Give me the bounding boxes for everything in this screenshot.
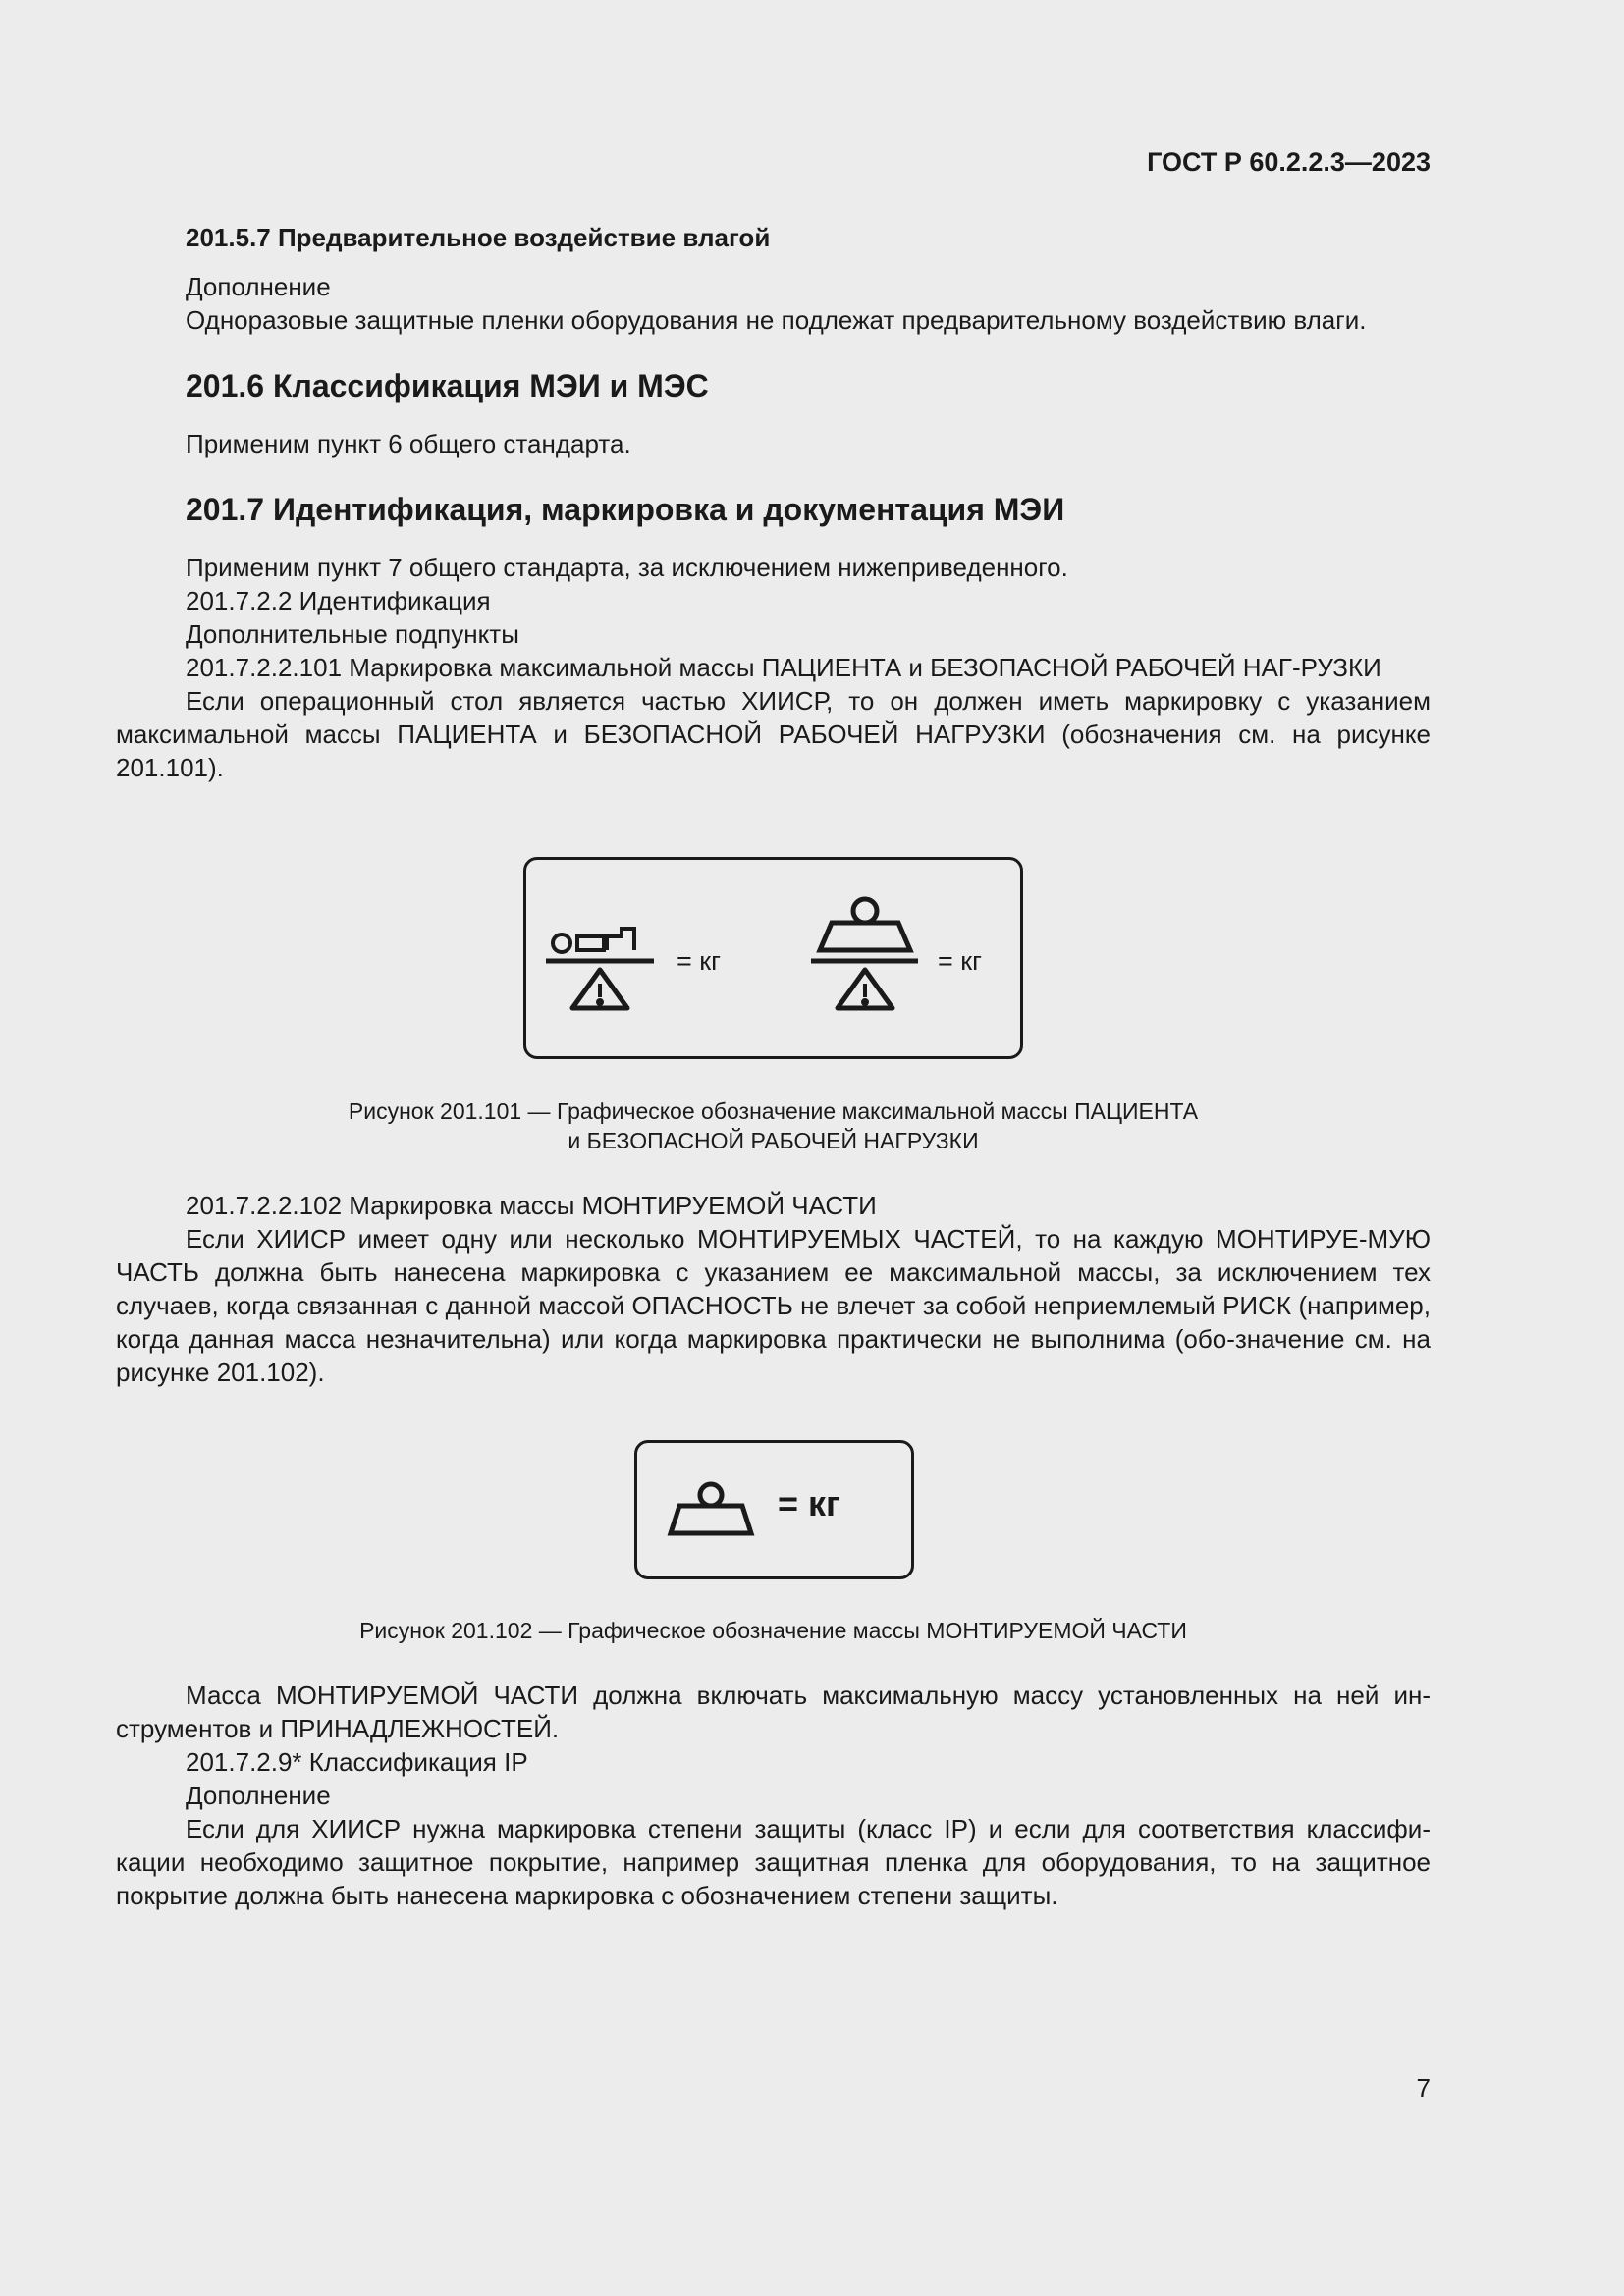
figure-101-label-left: = кг xyxy=(677,946,721,976)
warning-triangle-icon xyxy=(838,970,893,1008)
figure-201-102 xyxy=(634,1440,914,1579)
warning-triangle-icon xyxy=(572,970,627,1008)
mounted-mass-icon xyxy=(671,1484,751,1533)
figure-101-caption-line2: и БЕЗОПАСНОЙ РАБОЧЕЙ НАГРУЗКИ xyxy=(568,1128,979,1153)
paragraph: Одноразовые защитные пленки оборудования не подлежат предварительному воздействию влаги. xyxy=(186,305,1367,335)
paragraph: Дополнительные подпункты xyxy=(186,619,519,649)
heading-201-5-7: 201.5.7 Предварительное воздействие влагой xyxy=(186,223,771,252)
document-code: ГОСТ Р 60.2.2.3—2023 xyxy=(1147,147,1431,177)
paragraph: 201.7.2.2.102 Маркировка массы МОНТИРУЕМОЙ ЧАСТИ xyxy=(186,1191,877,1220)
figure-102-label: = кг xyxy=(778,1483,841,1523)
paragraph: Применим пункт 7 общего стандарта, за исключением нижеприведенного. xyxy=(186,553,1068,582)
paragraph: Если операционный стол является частью ХИИСР, то он должен иметь маркировку с указанием максимальной массы ПАЦИЕНТА и БЕЗОПАСНОЙ РАБОЧЕЙ НАГРУЗКИ (обозначения см. на рисунке 201.101). xyxy=(116,686,1431,782)
paragraph: Если ХИИСР имеет одну или несколько МОНТИРУЕМЫХ ЧАСТЕЙ, то на каждую МОНТИРУЕ-МУЮ ЧАСТЬ должна быть нанесена маркировка с указанием ее максимальной массы, за исключением тех случаев, когда связанная с данной массой ОПАСНОСТЬ не влечет за собой неприемлемый РИСК (например, когда данная масса незначительна) или когда маркировка практически не выполнима (обо-значение см. на рисунке 201.102). xyxy=(116,1224,1431,1387)
patient-on-table-icon xyxy=(546,929,654,961)
figure-102-caption: Рисунок 201.102 — Графическое обозначение массы МОНТИРУЕМОЙ ЧАСТИ xyxy=(359,1618,1187,1643)
heading-201-6: 201.6 Классификация МЭИ и МЭС xyxy=(186,368,709,403)
paragraph: 201.7.2.2.101 Маркировка максимальной массы ПАЦИЕНТА и БЕЗОПАСНОЙ РАБОЧЕЙ НАГ-РУЗКИ xyxy=(186,653,1381,682)
paragraph: Дополнение xyxy=(186,1781,331,1810)
figure-101-label-right: = кг xyxy=(938,946,982,976)
paragraph: 201.7.2.2 Идентификация xyxy=(186,586,491,615)
paragraph: Масса МОНТИРУЕМОЙ ЧАСТИ должна включать максимальную массу установленных на ней ин-струментов и ПРИНАДЛЕЖНОСТЕЙ. xyxy=(116,1681,1431,1743)
paragraph: Дополнение xyxy=(186,272,331,301)
paragraph: 201.7.2.9* Классификация IP xyxy=(186,1747,528,1777)
page-number: 7 xyxy=(1416,2073,1431,2103)
mounted-mass-icon xyxy=(811,899,918,961)
paragraph: Если для ХИИСР нужна маркировка степени защиты (класс IP) и если для соответствия классифи-кации необходимо защитное покрытие, например защитная пленка для оборудования, то на защитное покрытие должна быть нанесена маркировка с обозначением степени защиты. xyxy=(116,1814,1431,1910)
page-content xyxy=(116,221,1431,1912)
figure-201-102-graphic xyxy=(637,1443,911,1576)
figure-201-101 xyxy=(523,857,1023,1059)
heading-201-7: 201.7 Идентификация, маркировка и документация МЭИ xyxy=(186,492,1065,527)
figure-101-caption-line1: Рисунок 201.101 — Графическое обозначение максимальной массы ПАЦИЕНТА xyxy=(348,1098,1199,1124)
paragraph: Применим пункт 6 общего стандарта. xyxy=(186,429,631,458)
